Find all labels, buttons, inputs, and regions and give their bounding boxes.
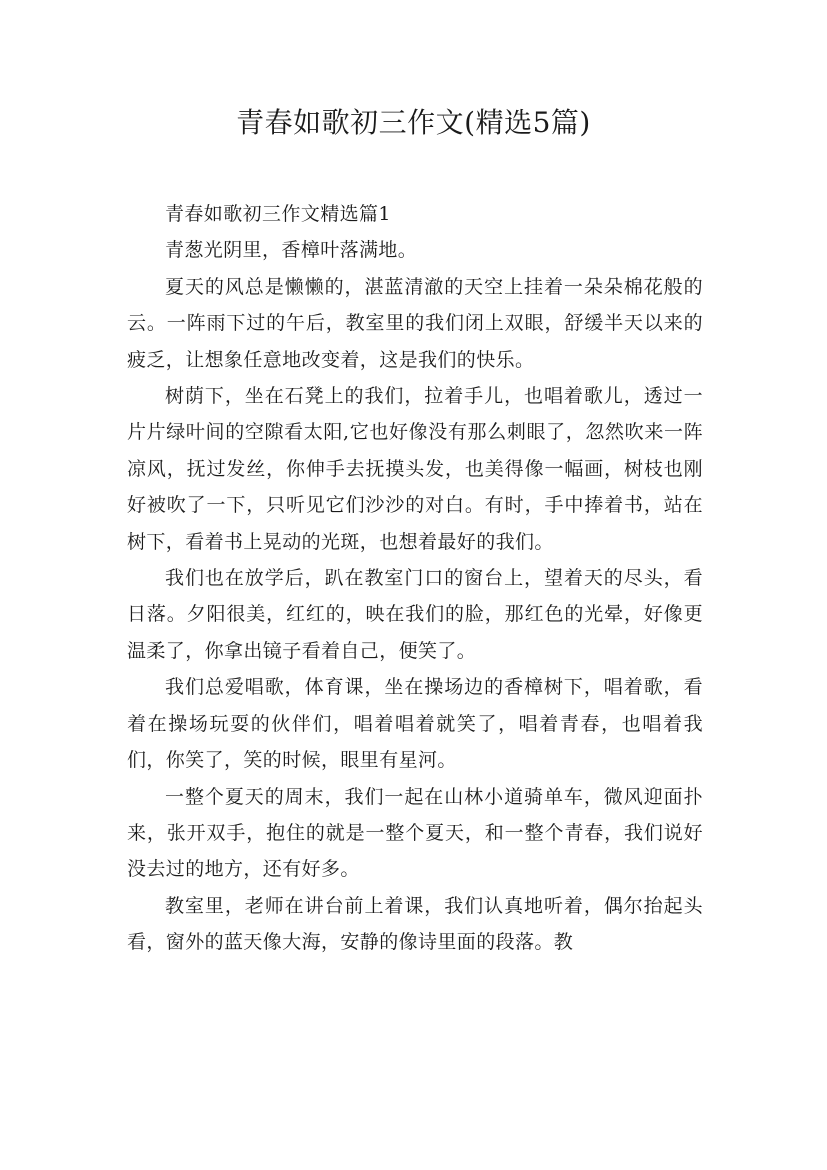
paragraph: 教室里，老师在讲台前上着课，我们认真地听着，偶尔抬起头看，窗外的蓝天像大海，安静的像诗里面的段落。教: [127, 894, 703, 954]
paragraph: 青葱光阴里，香樟叶落满地。: [165, 239, 418, 262]
paragraph: 树荫下，坐在石凳上的我们，拉着手儿，也唱着歌儿，透过一片片绿叶间的空隙看太阳,它也好像没有那么刺眼了，忽然吹来一阵凉风，抚过发丝，你伸手去抚摸头发，也美得像一幅画，树枝也刚好被吹了一下，只听见它们沙沙的对白。有时，手中捧着书，站在树下，看着书上晃动的光斑，也想着最好的我们。: [127, 385, 703, 553]
document-title: 青春如歌初三作文(精选5篇): [236, 106, 591, 139]
paragraph: 我们总爱唱歌，体育课，坐在操场边的香樟树下，唱着歌，看着在操场玩耍的伙伴们，唱着唱着就笑了，唱着青春，也唱着我们，你笑了，笑的时候，眼里有星河。: [127, 676, 703, 772]
document-body: [127, 196, 703, 961]
paragraph: 我们也在放学后，趴在教室门口的窗台上，望着天的尽头，看日落。夕阳很美，红红的，映在我们的脸，那红色的光晕，好像更温柔了，你拿出镜子看着自己，便笑了。: [127, 567, 703, 662]
paragraph: 夏天的风总是懒懒的，湛蓝清澈的天空上挂着一朵朵棉花般的云。一阵雨下过的午后，教室里的我们闭上双眼，舒缓半天以来的疲乏，让想象任意地改变着，这是我们的快乐。: [127, 275, 703, 371]
paragraph: 一整个夏天的周末，我们一起在山林小道骑单车，微风迎面扑来，张开双手，抱住的就是一整个夏天，和一整个青春，我们说好没去过的地方，还有好多。: [127, 785, 703, 881]
section-heading: 青春如歌初三作文精选篇1: [165, 203, 391, 225]
